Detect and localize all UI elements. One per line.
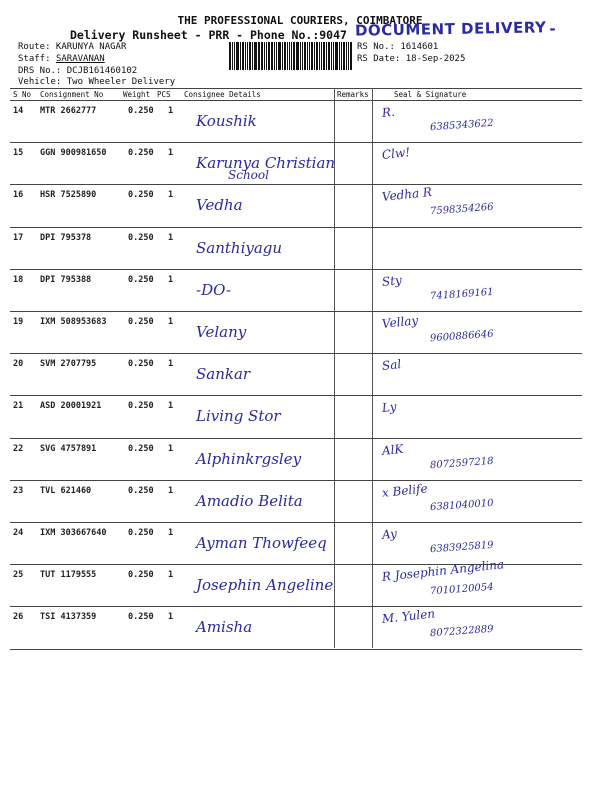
- table-row: [10, 269, 582, 311]
- row-weight: 0.250: [128, 570, 154, 581]
- barcode-bar: [266, 42, 267, 70]
- row-consignment-no: MTR 2662777: [40, 106, 97, 116]
- row-weight: 0.250: [128, 317, 154, 327]
- barcode-bar: [307, 42, 308, 70]
- table-row: [10, 100, 582, 142]
- barcode-bar: [326, 42, 327, 70]
- col-header-consignee: Consignee Details: [184, 90, 261, 99]
- row-weight: 0.250: [128, 148, 154, 159]
- row-signature: Sal: [381, 357, 402, 374]
- row-signature-phone: 8072597218: [429, 455, 494, 471]
- barcode-bar: [333, 42, 334, 70]
- company-title: THE PROFESSIONAL COURIERS, COIMBATORE: [177, 14, 423, 27]
- barcode-bar: [341, 42, 342, 70]
- row-signature-phone: 7598354266: [429, 202, 494, 218]
- barcode-bar: [240, 42, 241, 70]
- barcode-bar: [234, 42, 235, 70]
- barcode-bar: [346, 42, 347, 70]
- document-delivery-stamp: DOCUMENT DELIVERY: [354, 18, 547, 40]
- rs-date: RS Date: 18-Sep-2025: [357, 54, 466, 64]
- row-weight: 0.250: [128, 190, 154, 201]
- table-row: [10, 142, 582, 184]
- row-consignee: Josephin Angeline: [196, 576, 334, 595]
- barcode-bar: [328, 42, 330, 70]
- row-pcs: 1: [168, 612, 174, 623]
- row-pcs: 1: [168, 106, 174, 116]
- barcode-bar: [264, 42, 265, 70]
- row-consignee-line2: School: [228, 168, 269, 183]
- row-signature-phone: 6383925819: [429, 539, 494, 556]
- staff-label: Staff:: [18, 54, 56, 64]
- row-consignment-no: HSR 7525890: [40, 190, 97, 201]
- table-row: [10, 438, 582, 480]
- barcode-bar: [242, 42, 244, 70]
- barcode-bar: [311, 42, 313, 70]
- row-signature-phone: 7010120054: [429, 581, 494, 598]
- row-sno: 23: [13, 485, 24, 496]
- barcode-bar: [321, 42, 322, 70]
- row-signature: R.: [381, 104, 396, 120]
- row-pcs: 1: [168, 359, 174, 370]
- barcode-bar: [278, 42, 281, 70]
- col-header-weight: Weight: [123, 90, 151, 99]
- row-consignee: Vedha: [196, 196, 243, 215]
- barcode-bar: [335, 42, 338, 70]
- row-consignment-no: TUT 1179555: [40, 570, 97, 581]
- row-sno: 24: [13, 528, 24, 538]
- runsheet-subtitle: Delivery Runsheet - PRR - Phone No.:9047: [70, 28, 347, 42]
- vehicle-type: Vehicle: Two Wheeler Delivery: [18, 77, 176, 87]
- barcode-bar: [319, 42, 320, 70]
- row-consignment-no: DPI 795388: [40, 274, 92, 285]
- col-header-sno: S No: [13, 90, 32, 99]
- row-pcs: 1: [168, 570, 174, 581]
- staff-line: [18, 54, 105, 64]
- row-signature: R Josephin Angelina: [381, 557, 505, 585]
- table-row: [10, 480, 582, 522]
- row-weight: 0.250: [128, 232, 154, 243]
- barcode-bar: [259, 42, 260, 70]
- row-consignee: Amisha: [196, 618, 253, 637]
- row-sno: 15: [13, 148, 24, 159]
- row-weight: 0.250: [128, 443, 154, 454]
- col-header-consignment: Consignment No: [40, 90, 104, 99]
- row-signature-phone: 6381040010: [429, 497, 494, 514]
- barcode-bar: [282, 42, 283, 70]
- row-sno: 20: [13, 359, 24, 370]
- table-row: [10, 311, 582, 353]
- row-sno: 17: [13, 232, 24, 243]
- barcode-bar: [302, 42, 303, 70]
- row-weight: 0.250: [128, 359, 154, 370]
- barcode-bar: [293, 42, 295, 70]
- row-consignee: Velany: [196, 323, 247, 341]
- row-signature: M. Yulen: [381, 606, 436, 627]
- barcode-bar: [300, 42, 301, 70]
- barcode-bar: [271, 42, 273, 70]
- table-row: [10, 395, 582, 437]
- row-signature: x Belife: [381, 481, 429, 500]
- barcode-bar: [274, 42, 275, 70]
- row-consignee: Santhiyagu: [196, 238, 283, 257]
- row-signature-phone: 6385343622: [429, 117, 494, 134]
- row-pcs: 1: [168, 485, 174, 496]
- row-pcs: 1: [168, 528, 174, 538]
- row-signature: AlK: [381, 441, 405, 458]
- barcode-bar: [261, 42, 263, 70]
- row-sno: 14: [13, 106, 24, 116]
- row-sno: 21: [13, 401, 24, 412]
- col-header-remarks: Remarks: [337, 90, 369, 99]
- col-header-seal: Seal & Signature: [394, 90, 467, 99]
- row-consignee: Sankar: [196, 365, 251, 384]
- row-weight: 0.250: [128, 528, 154, 538]
- barcode-bar: [296, 42, 299, 70]
- barcode-bar: [254, 42, 257, 70]
- table-row: [10, 227, 582, 269]
- row-pcs: 1: [168, 317, 174, 327]
- table-row: [10, 353, 582, 395]
- row-consignment-no: TVL 621460: [40, 485, 92, 496]
- row-signature: Ay: [381, 526, 398, 542]
- barcode-bar: [232, 42, 233, 70]
- barcode-bar: [268, 42, 270, 70]
- barcode-bar: [289, 42, 290, 70]
- row-weight: 0.250: [128, 485, 154, 496]
- row-consignee: -DO-: [196, 280, 232, 299]
- row-pcs: 1: [168, 232, 174, 243]
- row-pcs: 1: [168, 401, 174, 412]
- row-signature: Vellay: [381, 313, 419, 331]
- drs-number: DRS No.: DCJB161460102: [18, 66, 138, 76]
- barcode-bar: [258, 42, 259, 70]
- barcode-bar: [314, 42, 315, 70]
- row-signature: Sty: [381, 272, 403, 289]
- barcode-bar: [291, 42, 292, 70]
- row-consignment-no: TSI 4137359: [40, 612, 97, 623]
- row-sno: 18: [13, 274, 24, 285]
- row-weight: 0.250: [128, 274, 154, 285]
- row-divider: [10, 649, 582, 650]
- row-consignee: Alphinkrgsley: [196, 449, 302, 468]
- row-signature-phone: 8072322889: [429, 624, 494, 640]
- row-consignment-no: ASD 20001921: [40, 401, 102, 412]
- table-top-rule: [10, 88, 582, 89]
- barcode: [229, 42, 353, 70]
- row-pcs: 1: [168, 274, 174, 285]
- row-consignment-no: SVG 4757891: [40, 443, 97, 454]
- rs-number: RS No.: 1614601: [357, 42, 439, 52]
- row-consignment-no: IXM 508953683: [40, 317, 107, 327]
- barcode-bar: [287, 42, 288, 70]
- row-signature: Ly: [381, 399, 398, 416]
- row-weight: 0.250: [128, 612, 154, 623]
- staff-name: SARAVANAN: [55, 54, 105, 64]
- barcode-bar: [316, 42, 319, 70]
- row-sno: 16: [13, 190, 24, 201]
- barcode-bar: [229, 42, 231, 70]
- row-consignment-no: SVM 2707795: [40, 359, 97, 370]
- barcode-bar: [252, 42, 253, 70]
- barcode-bar: [245, 42, 246, 70]
- row-consignment-no: DPI 795378: [40, 232, 92, 243]
- row-signature-phone: 9600886646: [429, 328, 494, 345]
- row-consignment-no: IXM 303667640: [40, 528, 107, 538]
- row-consignee: Ayman Thowfeeq: [196, 534, 327, 552]
- row-pcs: 1: [168, 443, 174, 454]
- row-pcs: 1: [168, 148, 174, 159]
- barcode-bar: [331, 42, 332, 70]
- row-consignee: Living Stor: [196, 407, 281, 426]
- row-sno: 22: [13, 443, 24, 454]
- table-row: [10, 184, 582, 226]
- row-weight: 0.250: [128, 401, 154, 412]
- row-consignee: Amadio Belita: [196, 491, 303, 510]
- barcode-bar: [236, 42, 239, 70]
- row-signature: Vedha R: [381, 185, 433, 205]
- barcode-bar: [343, 42, 345, 70]
- table-row: [10, 606, 582, 648]
- barcode-bar: [276, 42, 277, 70]
- row-pcs: 1: [168, 190, 174, 201]
- row-sno: 25: [13, 570, 24, 581]
- barcode-bar: [284, 42, 286, 70]
- barcode-bar: [304, 42, 306, 70]
- barcode-bar: [350, 42, 352, 70]
- row-consignee: Karunya Christian: [196, 154, 336, 173]
- row-signature: Clw!: [381, 145, 411, 163]
- barcode-bar: [323, 42, 325, 70]
- barcode-bar: [309, 42, 310, 70]
- stamp-dash: -: [548, 20, 558, 38]
- row-signature-phone: 7418169161: [429, 286, 494, 303]
- barcode-bar: [339, 42, 340, 70]
- row-consignee: Koushik: [196, 112, 257, 130]
- table-row: [10, 557, 582, 606]
- row-consignment-no: GGN 900981650: [40, 148, 107, 159]
- row-sno: 26: [13, 612, 24, 623]
- barcode-bar: [247, 42, 248, 70]
- col-header-pcs: PCS: [157, 90, 171, 99]
- row-sno: 19: [13, 317, 24, 327]
- route-label: Route: KARUNYA NAGAR: [18, 42, 127, 52]
- row-weight: 0.250: [128, 106, 154, 116]
- barcode-bar: [348, 42, 349, 70]
- barcode-bar: [249, 42, 251, 70]
